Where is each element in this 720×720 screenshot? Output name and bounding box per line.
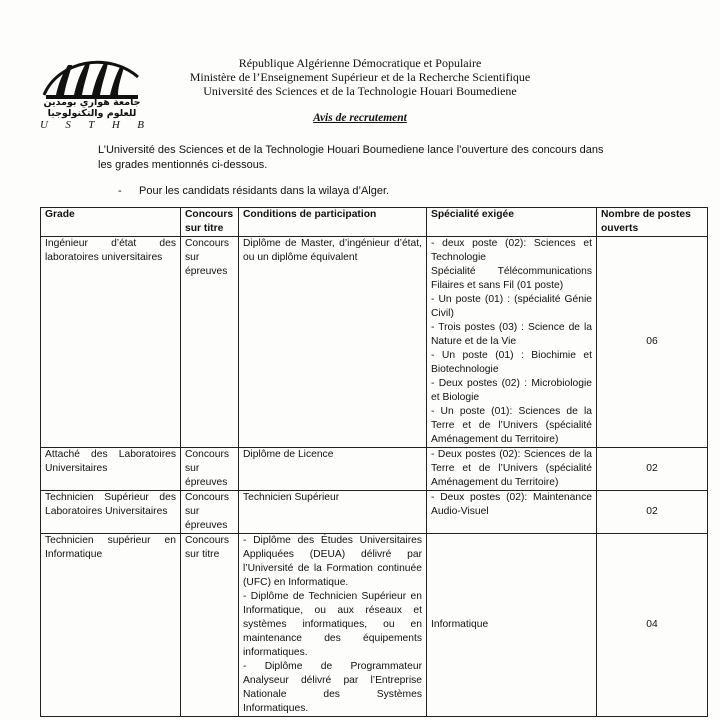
cell-grade: Technicien Supérieur des Laboratoires Universitaires <box>41 491 181 534</box>
bullet-item <box>118 185 389 197</box>
cell-grade: Attaché des Laboratoires Universitaires <box>41 448 181 491</box>
table-row <box>41 237 708 448</box>
header-concours: Concours sur titre <box>181 208 239 237</box>
bullet-text: Pour les candidats résidants dans la wilaya d’Alger. <box>139 185 390 197</box>
header-conditions: Conditions de participation <box>239 208 427 237</box>
cell-grade: Technicien supérieur en Informatique <box>41 534 181 717</box>
table-header-row <box>41 208 708 237</box>
document-header <box>180 56 540 98</box>
document-title: Avis de recrutement <box>313 112 407 124</box>
cell-specialite: - deux poste (02): Sciences et Technologie Spécialité Télécommunications Filaires et sans Fil (01 poste) - Un poste (01) : (spécialité Génie Civil) - Trois postes (03) : Science de la Nature et de la Vie - Un poste (01) : Biochimie et Biotechnologie - Deux postes (02) : Microbiologie et Biologie - Un poste (01): Sciences de la Terre et de l’Univers (spécialité Aménagement du Territoire) <box>427 237 597 448</box>
header-university: Université des Sciences et de la Technologie Houari Boumediene <box>203 84 517 98</box>
logo-emblem <box>38 55 146 101</box>
header-ministry: Ministère de l’Enseignement Supérieur et de la Recherche Scientifique <box>189 70 531 84</box>
cell-concours: Concours sur épreuves <box>181 491 239 534</box>
table-row <box>41 534 708 717</box>
cell-concours: Concours sur épreuves <box>181 237 239 448</box>
cell-concours: Concours sur épreuves <box>181 448 239 491</box>
cell-grade: Ingénieur d’état des laboratoires universitaires <box>41 237 181 448</box>
logo-acronym: U S T H B <box>40 119 144 131</box>
cell-specialite: - Deux postes (02): Maintenance Audio-Visuel <box>427 491 597 534</box>
recruitment-table <box>40 207 708 717</box>
header-specialite: Spécialité exigée <box>427 208 597 237</box>
cell-nombre: 02 <box>597 491 708 534</box>
bullet-dash: - <box>118 185 122 197</box>
cell-nombre: 02 <box>597 448 708 491</box>
cell-conditions: - Diplôme des Études Universitaires Appliquées (DEUA) délivré par l’Université de la Formation continuée (UFC) en Informatique. - Diplôme de Technicien Supérieur en Informatique, ou aux réseaux et systèmes informatiques, ou en maintenance des équipements informatiques. - Diplôme de Programmateur Analyseur délivré par l’Entreprise Nationale des Systèmes Informatiques. <box>239 534 427 717</box>
cell-concours: Concours sur titre <box>181 534 239 717</box>
cell-nombre: 04 <box>597 534 708 717</box>
table-row <box>41 491 708 534</box>
cell-specialite: Informatique <box>427 534 597 717</box>
intro-paragraph: L’Université des Sciences et de la Technologie Houari Boumediene lance l’ouverture des concours dans les grades mentionnés ci-dessous. <box>98 144 604 171</box>
cell-nombre: 06 <box>597 237 708 448</box>
cell-conditions: Technicien Supérieur <box>239 491 427 534</box>
header-grade: Grade <box>41 208 181 237</box>
logo-arabic-text: جامعة هواري بومدين للعلوم والتكنولوجيا <box>43 97 141 119</box>
header-republic: République Algérienne Démocratique et Populaire <box>238 56 482 70</box>
ustb-logo <box>38 55 146 137</box>
table-row <box>41 448 708 491</box>
cell-specialite: - Deux postes (02): Sciences de la Terre et de l’Univers (spécialité Aménagement du Territoire) <box>427 448 597 491</box>
cell-conditions: Diplôme de Master, d’ingénieur d’état, ou un diplôme équivalent <box>239 237 427 448</box>
cell-conditions: Diplôme de Licence <box>239 448 427 491</box>
header-nombre: Nombre de postes ouverts <box>597 208 708 237</box>
